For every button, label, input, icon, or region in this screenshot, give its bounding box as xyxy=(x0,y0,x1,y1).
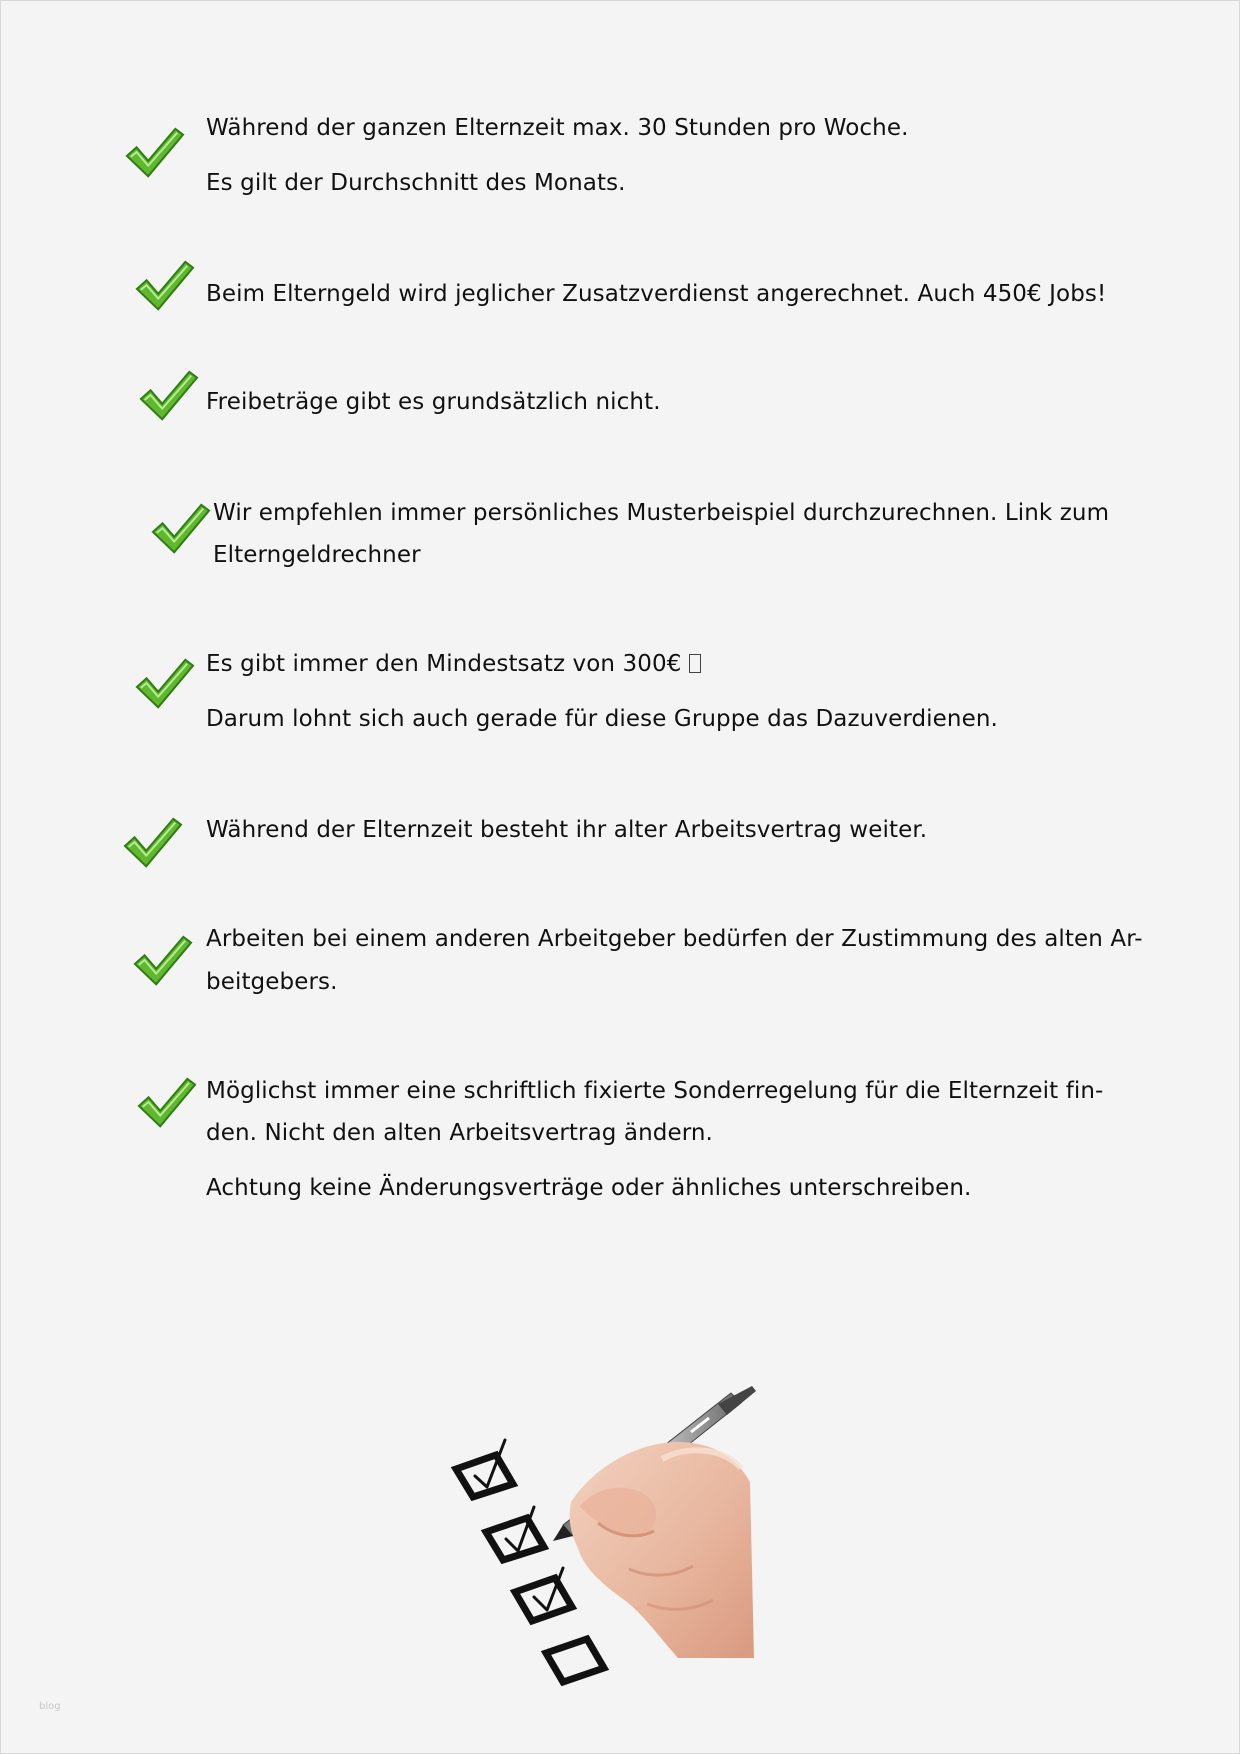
item-1-line-1: Während der ganzen Elternzeit max. 30 Stunden pro Woche. xyxy=(206,115,909,141)
green-check-icon xyxy=(149,499,211,561)
green-check-icon xyxy=(133,256,195,318)
item-5-line-1-text: Es gibt immer den Mindestsatz von 300€ xyxy=(206,651,689,677)
item-5-line-2: Darum lohnt sich auch gerade für diese Gruppe das Dazuverdienen. xyxy=(206,706,998,732)
item-7-line-2: beitgebers. xyxy=(206,969,338,995)
green-check-icon xyxy=(123,123,185,185)
hand-icon xyxy=(570,1442,754,1658)
item-3-line-1: Freibeträge gibt es grundsätzlich nicht. xyxy=(206,389,661,415)
item-5-line-1 xyxy=(206,649,701,679)
hand-with-pen-checklist-icon xyxy=(431,1386,861,1686)
green-check-icon xyxy=(135,1073,197,1135)
item-2-line-1: Beim Elterngeld wird jeglicher Zusatzverdienst angerechnet. Auch 450€ Jobs! xyxy=(206,281,1107,307)
green-check-icon xyxy=(133,654,195,716)
green-check-icon xyxy=(131,931,193,993)
item-8-line-1: Möglichst immer eine schriftlich fixierte Sonderregelung für die Elternzeit fin- xyxy=(206,1078,1104,1104)
item-6-line-1: Während der Elternzeit besteht ihr alter Arbeitsvertrag weiter. xyxy=(206,817,928,843)
missing-glyph-box xyxy=(689,654,701,673)
item-4-line-2: Elterngeldrechner xyxy=(213,542,421,568)
item-4-line-1: Wir empfehlen immer persönliches Musterbeispiel durchzurechnen. Link zum xyxy=(213,500,1110,526)
watermark-text: blog xyxy=(39,1701,61,1712)
item-1-line-2: Es gilt der Durchschnitt des Monats. xyxy=(206,170,626,196)
item-7-line-1: Arbeiten bei einem anderen Arbeitgeber bedürfen der Zustimmung des alten Ar- xyxy=(206,926,1143,952)
green-check-icon xyxy=(137,366,199,428)
green-check-icon xyxy=(121,813,183,875)
item-8-line-3: Achtung keine Änderungsverträge oder ähnliches unterschreiben. xyxy=(206,1175,972,1201)
item-8-line-2: den. Nicht den alten Arbeitsvertrag ändern. xyxy=(206,1120,713,1146)
checkmarks xyxy=(475,1440,563,1610)
